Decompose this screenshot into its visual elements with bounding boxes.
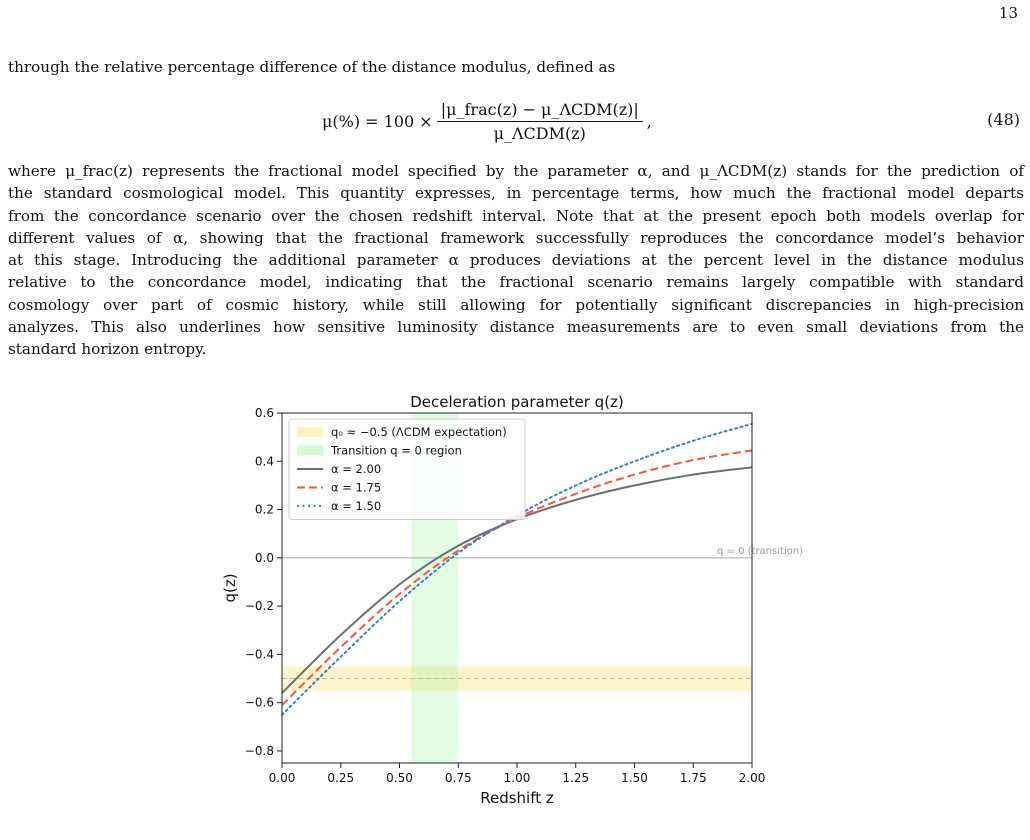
- page-number: 13: [998, 4, 1018, 22]
- equation-numerator: |μ_frac(z) − μ_ΛCDM(z)|: [437, 100, 643, 122]
- x-tick-label: 1.25: [562, 771, 590, 785]
- x-tick-label: 0.25: [327, 771, 355, 785]
- y-tick-label: 0.4: [254, 454, 274, 469]
- legend-label: α = 1.50: [331, 499, 382, 513]
- x-tick-label: 0.75: [444, 771, 472, 785]
- body-paragraph: [8, 160, 1024, 361]
- paragraph-line: where μ_frac(z) represents the fractional model specified by the parameter α, and μ_ΛCDM(z) stands for the prediction of: [8, 162, 1024, 180]
- y-tick-label: 0.6: [254, 406, 274, 420]
- legend-label: α = 2.00: [331, 462, 382, 476]
- paragraph-line: analyzes. This also underlines how sensitive luminosity distance measurements are to even small deviations from the: [8, 318, 1024, 337]
- equation-trailing: ,: [646, 112, 652, 131]
- legend-label: q₀ ≈ −0.5 (ΛCDM expectation): [331, 425, 507, 439]
- y-tick-label: −0.4: [244, 647, 274, 662]
- x-tick-label: 0.50: [386, 771, 413, 785]
- paragraph-line: from the concordance scenario over the chosen redshift interval. Note that at the present epoch both models overlap for: [8, 206, 1024, 225]
- y-tick-label: −0.8: [244, 743, 274, 758]
- legend-swatch: [297, 427, 323, 437]
- paragraph-line: standard horizon entropy.: [8, 340, 207, 359]
- x-tick-label: 0.00: [268, 771, 296, 785]
- y-axis-label: q(z): [221, 573, 239, 603]
- y-tick-label: −0.6: [244, 695, 274, 710]
- equation-48: [0, 96, 1030, 146]
- legend-label: Transition q = 0 region: [331, 443, 462, 458]
- legend-label: α = 1.75: [331, 480, 382, 495]
- equation-number: (48): [987, 110, 1020, 129]
- equation-denominator: μ_ΛCDM(z): [493, 124, 586, 143]
- x-tick-label: 2.00: [738, 771, 766, 785]
- x-tick-label: 1.00: [503, 771, 531, 785]
- paragraph-line: at this stage. Introducing the additional parameter α produces deviations at the percent level in the distance modulus: [8, 251, 1024, 270]
- legend-swatch: [297, 446, 323, 456]
- equation-fraction: [437, 100, 643, 143]
- paragraph-line: cosmology over part of cosmic history, while still allowing for potentially significant discrepancies in high-precision: [8, 295, 1024, 314]
- x-axis-label: Redshift z: [480, 789, 554, 807]
- y-tick-label: −0.2: [244, 599, 274, 614]
- chart-svg: [195, 385, 815, 815]
- paragraph-line: the standard cosmological model. This quantity expresses, in percentage terms, how much the fractional model departs: [8, 184, 1024, 203]
- paragraph-line: relative to the concordance model, indicating that the fractional scenario remains largely compatible with standard: [8, 273, 1024, 292]
- deceleration-chart: [195, 385, 815, 815]
- y-tick-label: 0.2: [254, 502, 274, 517]
- equation-lhs: μ(%) = 100 ×: [322, 112, 433, 131]
- intro-text: through the relative percentage difference of the distance modulus, defined as: [8, 58, 616, 76]
- chart-legend: [289, 419, 525, 520]
- x-tick-label: 1.75: [679, 771, 707, 785]
- x-tick-label: 1.50: [621, 771, 648, 785]
- transition-line-label: q = 0 (transition): [717, 545, 804, 557]
- equation-body: [322, 100, 652, 143]
- chart-title: Deceleration parameter q(z): [410, 393, 624, 411]
- paragraph-line: different values of α, showing that the fractional framework successfully reproduces the concordance model’s behavior: [8, 228, 1024, 247]
- y-tick-label: 0.0: [254, 550, 274, 565]
